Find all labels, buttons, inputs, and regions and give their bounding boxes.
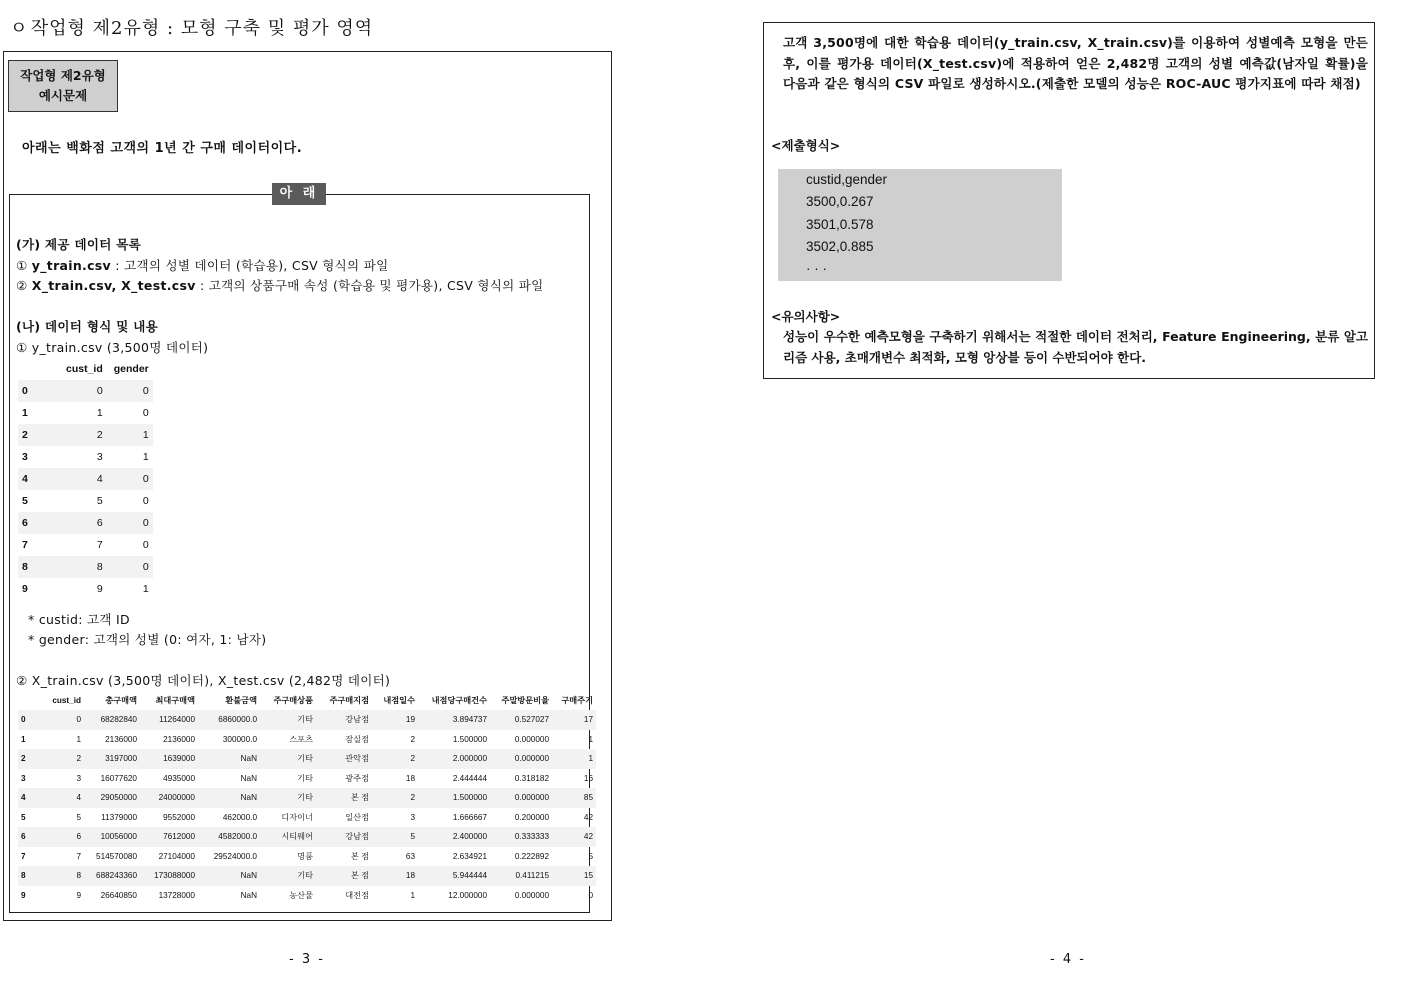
table-cell: 0.000000 xyxy=(514,890,549,900)
ga-item-1 xyxy=(16,256,388,274)
table-cell: 688243360 xyxy=(96,871,137,881)
table-cell: NaN xyxy=(240,871,257,881)
column-header: 주말방문비율 xyxy=(501,696,549,705)
table-cell: 18 xyxy=(405,773,415,783)
column-header: 총구매액 xyxy=(105,696,137,705)
table-cell: 68282840 xyxy=(100,715,137,725)
table-cell: 42 xyxy=(583,832,593,842)
table-cell: 10056000 xyxy=(100,832,137,842)
table-cell: 1 xyxy=(142,583,149,595)
table-cell: 462000.0 xyxy=(222,812,257,822)
table-cell: 63 xyxy=(405,851,415,861)
table-cell: 본 점 xyxy=(350,851,369,861)
table-row xyxy=(18,446,153,468)
row-index: 5 xyxy=(22,495,28,507)
table-cell: 5 xyxy=(588,851,593,861)
column-header: cust_id xyxy=(66,363,103,375)
row-index: 9 xyxy=(21,890,26,900)
table-cell: NaN xyxy=(240,890,257,900)
table-cell: 15 xyxy=(583,871,593,881)
table-cell: 0 xyxy=(588,890,593,900)
table-cell: 1639000 xyxy=(163,754,195,764)
na-item-1: ① y_train.csv (3,500명 데이터) xyxy=(16,340,209,355)
table-cell: 0 xyxy=(142,517,149,529)
table-cell: 3 xyxy=(96,451,103,463)
table-cell: 0 xyxy=(142,495,149,507)
table-row xyxy=(18,808,596,828)
table-cell: 0 xyxy=(76,715,81,725)
notes-text: 성능이 우수한 예측모형을 구축하기 위해서는 적절한 데이터 전처리, Feature Engineering, 분류 알고리즘 사용, 초매개변수 최적화, 모형 앙상블 등이 수반되어야 한다. xyxy=(783,329,1368,365)
table-row xyxy=(18,468,153,490)
table-row xyxy=(18,380,153,402)
notes-heading: <유의사항> xyxy=(771,309,841,324)
table-cell: 6 xyxy=(76,832,81,842)
row-index: 0 xyxy=(22,385,28,397)
table-cell: 12.000000 xyxy=(448,890,487,900)
table-cell: 관악점 xyxy=(345,754,369,764)
section-title xyxy=(10,14,373,40)
column-header: 주구매지점 xyxy=(329,696,369,705)
table-cell: 0.200000 xyxy=(514,812,549,822)
table-cell: 2136000 xyxy=(105,734,137,744)
table-cell: 본 점 xyxy=(350,871,369,881)
table-cell: 27104000 xyxy=(158,851,195,861)
table-cell: 0 xyxy=(96,385,103,397)
table-cell: 4582000.0 xyxy=(218,832,257,842)
column-header: 구매주기 xyxy=(561,696,593,705)
table-cell: 명품 xyxy=(297,851,313,861)
table-cell: 5 xyxy=(96,495,103,507)
column-header: 환불금액 xyxy=(225,696,257,705)
table-cell: 18 xyxy=(405,871,415,881)
ga-item-2-marker: ② xyxy=(16,278,28,293)
table-cell: 대전점 xyxy=(345,890,369,900)
table-cell: 기타 xyxy=(297,773,313,783)
ga-item-2 xyxy=(16,276,544,294)
row-index: 2 xyxy=(21,754,26,764)
table-cell: 강남점 xyxy=(345,715,369,725)
table-cell: 514570080 xyxy=(96,851,137,861)
task-text: 고객 3,500명에 대한 학습용 데이터(y_train.csv, X_train.csv)를 이용하여 성별예측 모형을 만든 후, 이를 평가용 데이터(X_test.csv)에 적용하여 얻은 2,482명 고객의 성별 예측값(남자일 확률)을 다음과 같은 형식의 CSV 파일로 생성하시오.(제출한 모델의 성능은 ROC-AUC 평가지표에 따라 채점) xyxy=(783,35,1368,91)
table-cell: 19 xyxy=(405,715,415,725)
table-cell: 1 xyxy=(588,734,593,744)
table-cell: 기타 xyxy=(297,871,313,881)
row-index: 3 xyxy=(22,451,28,463)
table-cell: 시티웨어 xyxy=(281,832,313,842)
table-cell: 0.000000 xyxy=(514,734,549,744)
table-cell: 85 xyxy=(583,793,593,803)
ga-item-2-file: X_train.csv, X_test.csv xyxy=(31,278,196,293)
table-cell: 26640850 xyxy=(100,890,137,900)
table-row xyxy=(18,512,153,534)
example-label-box xyxy=(8,60,118,112)
table-cell: 광주점 xyxy=(345,773,369,783)
table-row xyxy=(18,730,596,750)
details-tag: 아 래 xyxy=(272,183,326,205)
row-index: 4 xyxy=(22,473,28,485)
table-cell: 2136000 xyxy=(163,734,195,744)
table-cell: 0 xyxy=(142,385,149,397)
table-cell: 본 점 xyxy=(350,793,369,803)
table-cell: 0 xyxy=(142,473,149,485)
table-cell: 2.444444 xyxy=(452,773,487,783)
table-cell: 4935000 xyxy=(163,773,195,783)
table-cell: 5 xyxy=(76,812,81,822)
table-cell: 0 xyxy=(142,539,149,551)
ga-item-1-file: y_train.csv xyxy=(31,258,112,273)
table-cell: 0 xyxy=(142,407,149,419)
ga-item-1-desc: : 고객의 성별 데이터 (학습용), CSV 형식의 파일 xyxy=(111,258,389,273)
row-index: 6 xyxy=(22,517,28,529)
y-train-table xyxy=(18,358,153,600)
table-cell: 7 xyxy=(96,539,103,551)
table-cell: 8 xyxy=(76,871,81,881)
table-header-row xyxy=(18,358,153,380)
table-cell: 1 xyxy=(76,734,81,744)
table-cell: NaN xyxy=(240,754,257,764)
intro-text: 아래는 백화점 고객의 1년 간 구매 데이터이다. xyxy=(22,141,303,156)
table-header-row xyxy=(18,691,596,710)
row-index: 3 xyxy=(21,773,26,783)
table-cell: 3197000 xyxy=(105,754,137,764)
table-cell: 0.527027 xyxy=(514,715,549,725)
table-cell: 6 xyxy=(96,517,103,529)
table-cell: 1 xyxy=(96,407,103,419)
column-header: 최대구매액 xyxy=(155,696,195,705)
table-cell: 1.500000 xyxy=(452,734,487,744)
table-cell: 3 xyxy=(76,773,81,783)
table-row xyxy=(18,749,596,769)
table-cell: 2.400000 xyxy=(452,832,487,842)
table-cell: 2 xyxy=(410,793,415,803)
submit-format-line: 3500,0.267 xyxy=(806,194,874,210)
table-cell: 4 xyxy=(96,473,103,485)
ga-heading: (가) 제공 데이터 목록 xyxy=(16,237,141,252)
table-row xyxy=(18,402,153,424)
table-cell: 3.894737 xyxy=(452,715,487,725)
table-row xyxy=(18,556,153,578)
table-cell: 173088000 xyxy=(154,871,195,881)
column-header: cust_id xyxy=(52,696,81,705)
table-cell: 0.000000 xyxy=(514,754,549,764)
note-gender: * gender: 고객의 성별 (0: 여자, 1: 남자) xyxy=(28,632,267,647)
row-index: 8 xyxy=(22,561,28,573)
table-cell: 2 xyxy=(96,429,103,441)
table-cell: 1.500000 xyxy=(452,793,487,803)
section-bullet: ㅇ xyxy=(10,18,29,39)
x-train-table-wrap xyxy=(18,691,596,905)
table-row xyxy=(18,788,596,808)
table-cell: 7 xyxy=(76,851,81,861)
example-label-line2: 예시문제 xyxy=(38,88,88,103)
row-index: 9 xyxy=(22,583,28,595)
ga-item-2-desc: : 고객의 상품구매 속성 (학습용 및 평가용), CSV 형식의 파일 xyxy=(195,278,544,293)
submit-format-line: 3501,0.578 xyxy=(806,216,874,232)
submit-format-line: · · · xyxy=(806,261,827,277)
table-cell: 0.000000 xyxy=(514,793,549,803)
table-cell: NaN xyxy=(240,793,257,803)
note-custid: * custid: 고객 ID xyxy=(28,612,130,627)
table-cell: 2 xyxy=(76,754,81,764)
table-cell: 0.318182 xyxy=(514,773,549,783)
row-index: 5 xyxy=(21,812,26,822)
table-row xyxy=(18,424,153,446)
example-label-line1: 작업형 제2유형 xyxy=(20,68,106,83)
column-header: gender xyxy=(113,363,149,375)
submit-format-heading: <제출형식> xyxy=(771,138,841,153)
table-cell: 기타 xyxy=(297,793,313,803)
table-cell: 1 xyxy=(142,451,149,463)
page-number-left: - 3 - xyxy=(289,952,325,967)
table-cell: 8 xyxy=(96,561,103,573)
row-index: 4 xyxy=(21,793,26,803)
table-cell: 농산물 xyxy=(289,890,313,900)
table-cell: 6860000.0 xyxy=(218,715,257,725)
table-row xyxy=(18,769,596,789)
table-cell: 24000000 xyxy=(158,793,195,803)
table-cell: 16 xyxy=(583,773,593,783)
na-item-2: ② X_train.csv (3,500명 데이터), X_test.csv (2,482명 데이터) xyxy=(16,673,391,688)
table-cell: 0.333333 xyxy=(514,832,549,842)
table-cell: 42 xyxy=(583,812,593,822)
row-index: 0 xyxy=(21,715,26,725)
table-cell: 디자이너 xyxy=(281,812,313,822)
submit-format-line: custid,gender xyxy=(806,172,888,187)
row-index: 6 xyxy=(21,832,26,842)
table-cell: 16077620 xyxy=(100,773,137,783)
section-title-text: 작업형 제2유형 : 모형 구축 및 평가 영역 xyxy=(30,18,374,39)
table-cell: 잠실점 xyxy=(345,734,369,744)
table-cell: 300000.0 xyxy=(222,734,257,744)
table-cell: 3 xyxy=(410,812,415,822)
page-number-right: - 4 - xyxy=(1050,952,1086,967)
y-train-table-wrap xyxy=(18,358,153,600)
ga-item-1-marker: ① xyxy=(16,258,28,273)
submit-format-box xyxy=(778,169,1062,281)
table-cell: 기타 xyxy=(297,754,313,764)
row-index: 8 xyxy=(21,871,26,881)
table-row xyxy=(18,847,596,867)
table-cell: 1.666667 xyxy=(452,812,487,822)
table-row xyxy=(18,490,153,512)
index-header xyxy=(18,358,46,380)
table-cell: 2 xyxy=(410,754,415,764)
table-cell: 5.944444 xyxy=(452,871,487,881)
table-cell: 0.411215 xyxy=(515,871,549,881)
table-row xyxy=(18,827,596,847)
table-row xyxy=(18,534,153,556)
table-cell: 2.634921 xyxy=(452,851,487,861)
table-cell: 5 xyxy=(410,832,415,842)
table-cell: 29050000 xyxy=(100,793,137,803)
table-cell: 1 xyxy=(142,429,149,441)
table-cell: 기타 xyxy=(297,715,313,725)
table-cell: 29524000.0 xyxy=(213,851,257,861)
column-header: 내점일수 xyxy=(383,696,415,705)
table-cell: 0 xyxy=(142,561,149,573)
table-cell: 스포츠 xyxy=(289,734,313,744)
row-index: 7 xyxy=(22,539,28,551)
table-cell: 7612000 xyxy=(163,832,195,842)
table-cell: 2.000000 xyxy=(452,754,487,764)
column-header: 주구매상품 xyxy=(273,696,313,705)
table-cell: 강남점 xyxy=(345,832,369,842)
table-cell: 1 xyxy=(588,754,593,764)
table-cell: 17 xyxy=(583,715,593,725)
x-train-table xyxy=(18,691,596,905)
row-index: 1 xyxy=(22,407,28,419)
row-index: 2 xyxy=(22,429,28,441)
column-header: 내점당구매건수 xyxy=(431,696,487,705)
row-index: 7 xyxy=(21,851,26,861)
table-cell: 9 xyxy=(96,583,103,595)
table-cell: 2 xyxy=(410,734,415,744)
table-cell: 11379000 xyxy=(101,812,137,822)
na-heading: (나) 데이터 형식 및 내용 xyxy=(16,319,159,334)
table-cell: 9 xyxy=(76,890,81,900)
table-row xyxy=(18,866,596,886)
row-index: 1 xyxy=(21,734,26,744)
table-cell: 0.222892 xyxy=(514,851,549,861)
table-cell: 4 xyxy=(76,793,81,803)
table-row xyxy=(18,578,153,600)
table-cell: 일산점 xyxy=(345,812,369,822)
table-row xyxy=(18,710,596,730)
table-cell: 9552000 xyxy=(163,812,195,822)
submit-format-line: 3502,0.885 xyxy=(806,238,874,254)
table-row xyxy=(18,886,596,906)
table-cell: 13728000 xyxy=(158,890,195,900)
index-header xyxy=(18,691,36,710)
table-cell: 1 xyxy=(410,890,415,900)
table-cell: 11264000 xyxy=(159,715,195,725)
table-cell: NaN xyxy=(240,773,257,783)
